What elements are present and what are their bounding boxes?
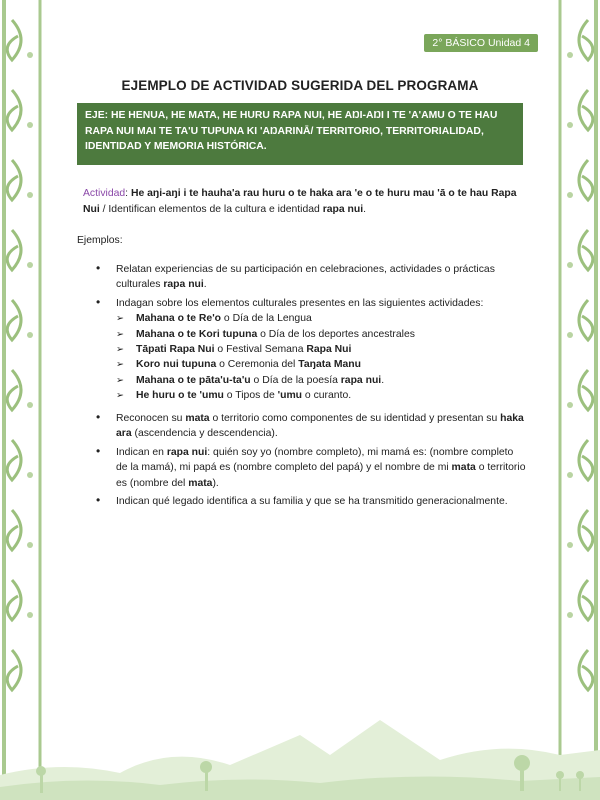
examples-list [96, 262, 526, 407]
activity-term: rapa nui [322, 203, 364, 215]
sub-list-item [116, 388, 526, 403]
page-title: EJEMPLO DE ACTIVIDAD SUGERIDA DEL PROGRAMA [121, 78, 479, 93]
examples-label: Ejemplos: [77, 235, 123, 246]
sub-bold: Mahana o te Re'o [136, 313, 222, 325]
item3-bold: haka ara [116, 413, 524, 440]
left-decorative-border [0, 0, 44, 800]
list-item [96, 445, 526, 491]
sub-bold: Mahana o te Kori tupuna [136, 328, 258, 340]
activity-title-spanish: / Identifican elementos de la cultura e identidad [99, 203, 323, 215]
sub-text: o Ceremonia del [216, 359, 299, 371]
activity-paragraph [83, 186, 523, 217]
list-item [96, 262, 526, 293]
list-item [96, 411, 526, 442]
sub-text: o Día de los deportes ancestrales [257, 328, 415, 340]
item3-text: Reconocen su [116, 413, 186, 424]
item4-bold: rapa nui [166, 446, 208, 458]
activity-label: Actividad [83, 188, 126, 199]
item5-text: Indican qué legado identifica a su familia y que se ha transmitido generacionalmente. [116, 496, 508, 508]
sub-list-item [116, 357, 526, 372]
sub-bold2: 'umu [277, 390, 303, 402]
sub-text2: . [381, 374, 385, 386]
sub-text: o Tipos de [223, 390, 278, 402]
sub-text: o Festival Semana [214, 344, 307, 356]
sub-bold: Koro nui tupuna [136, 359, 217, 371]
list-item [96, 494, 526, 509]
axis-text: EJE: HE HENUA, HE MATA, HE HURU RAPA NUI, HE AŊI-AŊI I TE 'A'AMU O TE HAU RAPA NUI MAI TE TA'U TUPUNA KI 'AŊARINĀ/ TERRITORIO, TERRITORIALIDAD, IDENTIDAD Y MEMORIA HISTÓRICA. [85, 110, 498, 152]
list-item [96, 296, 526, 404]
sub-text: o Día de la poesía [250, 374, 341, 386]
item3-bold: mata [185, 413, 210, 424]
sub-list-item [116, 311, 526, 326]
item4-text: ). [212, 477, 219, 489]
activity-title-rapanui: He aŋi-aŋi i te hauha'a rau huru o te haka ara 'e o te huru mau 'ā o te hau Rapa Nui [83, 188, 517, 215]
sub-bold: Mahana o te pāta'u-ta'u [136, 374, 251, 386]
right-decorative-border [556, 0, 600, 800]
sub-bold2: Taŋata Manu [298, 359, 361, 371]
item4-bold: mata [451, 462, 476, 474]
sub-text2: o curanto. [302, 390, 352, 402]
sub-text: o Día de la Lengua [221, 313, 312, 325]
sub-bold2: Rapa Nui [306, 344, 352, 356]
axis-box [77, 103, 523, 165]
sub-list-item [116, 327, 526, 342]
item1-end: . [203, 279, 207, 291]
unit-badge: 2° BÁSICO Unidad 4 [424, 34, 538, 52]
sub-list [116, 311, 526, 403]
landscape-illustration [0, 705, 600, 800]
item2-text: Indagan sobre los elementos culturales presentes en las siguientes actividades: [116, 297, 484, 309]
sub-list-item [116, 342, 526, 357]
item4-text: Indican en [116, 446, 167, 458]
item1-bold: rapa nui [163, 279, 204, 291]
item3-text: o territorio como componentes de su identidad y presentan su [209, 413, 501, 424]
item4-text: o territorio es (nombre del [116, 462, 526, 489]
item4-text: : quién soy yo (nombre completo), mi mamá es: (nombre completo de la mamá), mi papá es (nombre completo del papá) y el nombre de mi [116, 446, 514, 474]
sub-list-item [116, 373, 526, 388]
activity-end: . [363, 203, 367, 215]
sub-bold: He huru o te 'umu [136, 390, 224, 402]
item3-text: (ascendencia y descendencia). [131, 428, 278, 440]
item4-bold: mata [188, 477, 213, 489]
sub-bold: Tāpati Rapa Nui [136, 344, 215, 356]
examples-list-2 [96, 411, 526, 512]
sub-bold2: rapa nui [340, 374, 382, 386]
activity-colon: : [125, 188, 131, 199]
item1-text: Relatan experiencias de su participación en celebraciones, actividades o prácticas culturales [116, 264, 495, 291]
